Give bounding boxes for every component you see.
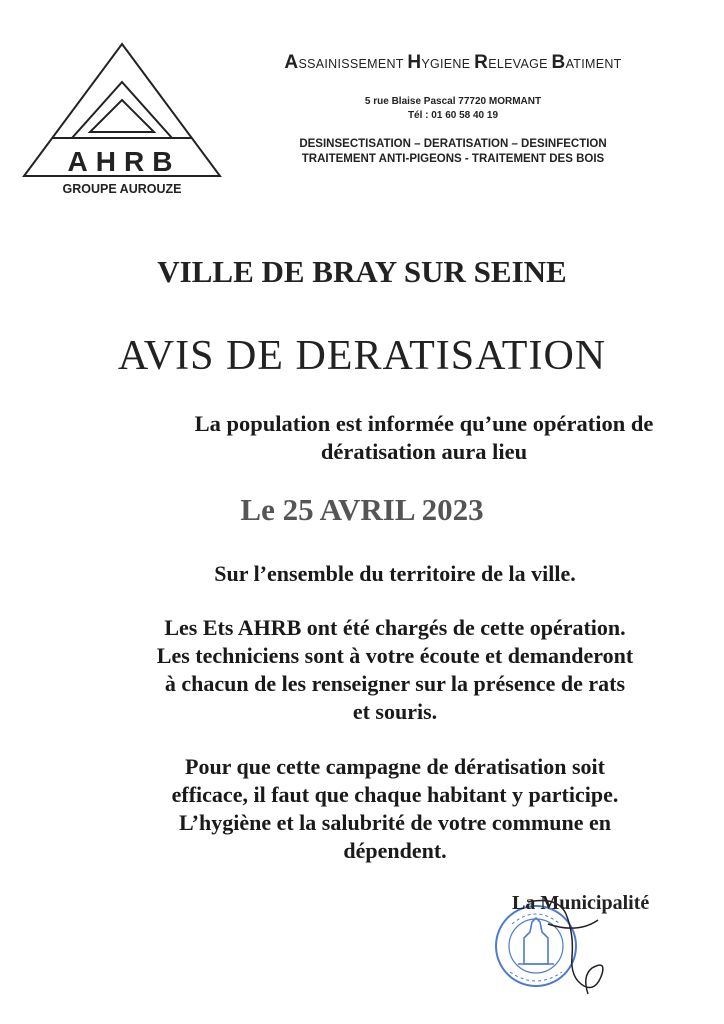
- paragraph-line: dépendent.: [343, 838, 447, 863]
- company-name: [262, 52, 644, 74]
- company-name-word: ASSAINISSEMENT: [284, 52, 404, 73]
- intro-line: dératisation aura lieu: [320, 439, 528, 464]
- company-name-word: BATIMENT: [551, 52, 622, 73]
- logo-letters: AHRB: [67, 146, 181, 177]
- services-line: DESINSECTISATION – DERATISATION – DESINFECTION: [299, 138, 607, 150]
- appeal-paragraph: [100, 753, 690, 865]
- notice-title: AVIS DE DERATISATION: [117, 333, 607, 379]
- logo-group-name: GROUPE AUROUZE: [62, 182, 182, 196]
- company-address: 5 rue Blaise Pascal 77720 MORMANT: [364, 96, 542, 107]
- company-services: [262, 137, 644, 167]
- paragraph-line: à chacun de les renseigner sur la présence de rats: [164, 671, 626, 696]
- intro-line: La population est informée qu’une opération de: [194, 411, 654, 436]
- company-name-word: HYGIENE: [407, 52, 471, 73]
- services-line: TRAITEMENT ANTI-PIGEONS - TRAITEMENT DES BOIS: [301, 153, 605, 165]
- signature-line: La Municipalité: [512, 892, 650, 914]
- operation-date: Le 25 AVRIL 2023: [240, 492, 484, 527]
- ahrb-logo: [22, 42, 222, 202]
- company-name-word: RELEVAGE: [474, 52, 548, 73]
- paragraph-line: Les techniciens sont à votre écoute et demanderont: [156, 643, 634, 668]
- paragraph-line: Les Ets AHRB ont été chargés de cette opération.: [164, 615, 626, 640]
- paragraph-line: et souris.: [352, 699, 438, 724]
- company-header: [262, 48, 644, 167]
- scope-paragraph: Sur l’ensemble du territoire de la ville.: [214, 561, 576, 586]
- paragraph-line: L’hygiène et la salubrité de votre commune en: [178, 810, 612, 835]
- operator-paragraph: [100, 614, 690, 726]
- town-heading: VILLE DE BRAY SUR SEINE: [157, 254, 567, 289]
- paragraph-line: Pour que cette campagne de dératisation soit: [185, 754, 605, 779]
- company-phone: Tél : 01 60 58 40 19: [407, 110, 499, 121]
- paragraph-line: efficace, il faut que chaque habitant y participe.: [171, 782, 619, 807]
- intro-paragraph: [150, 410, 698, 466]
